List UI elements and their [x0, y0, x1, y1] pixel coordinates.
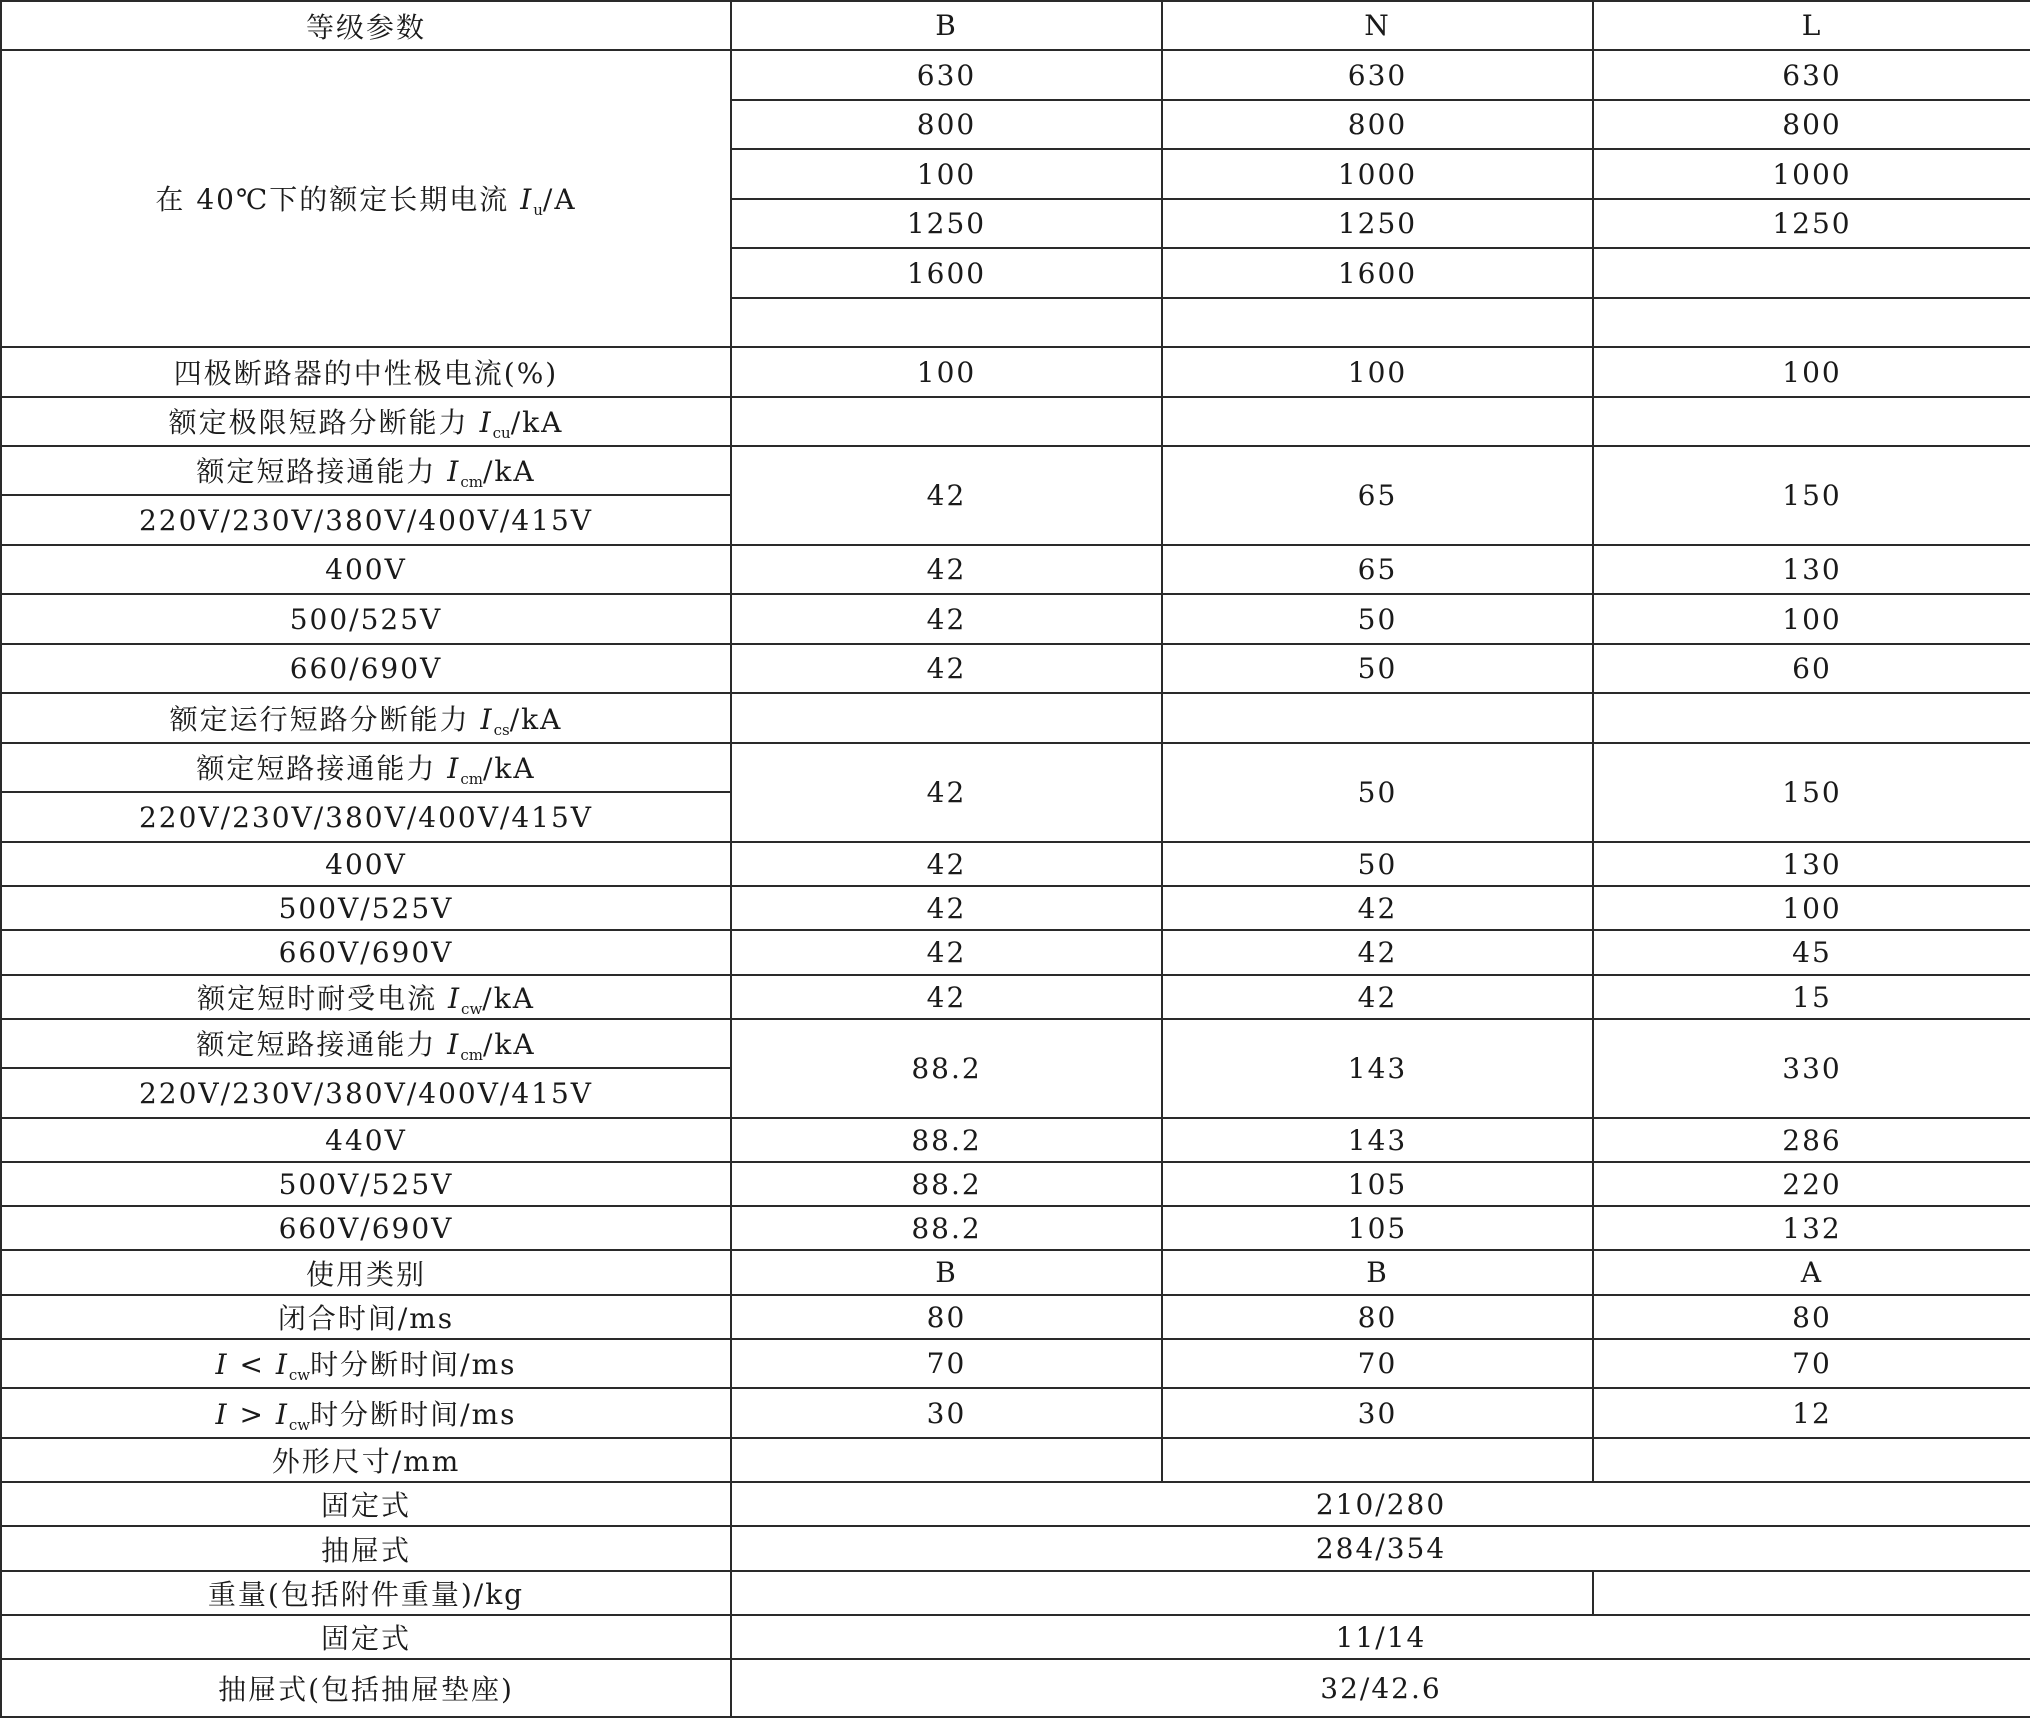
icu-row-label: 660/690V	[1, 644, 731, 693]
weight-fixed-label: 固定式	[1, 1615, 731, 1659]
iu-n-3: 1000	[1162, 149, 1593, 199]
break-lt-n: 70	[1162, 1339, 1593, 1388]
iu-n-4: 1250	[1162, 199, 1593, 248]
weight-label: 重量(包括附件重量)/kg	[1, 1571, 731, 1615]
icw-b: 42	[731, 975, 1162, 1019]
icu-row-label: 400V	[1, 545, 731, 594]
header-n: N	[1162, 1, 1593, 50]
icu-row	[1, 644, 2030, 693]
icu-b-empty	[731, 397, 1162, 446]
icu-row-n: 50	[1162, 594, 1593, 644]
weight-l-empty	[1593, 1571, 2030, 1615]
category-b: B	[731, 1250, 1162, 1295]
icw-n: 42	[1162, 975, 1593, 1019]
icu-label: 额定极限短路分断能力 $I_{cu}/kA$	[1, 397, 731, 446]
icm2-row-label: 660V/690V	[1, 1206, 731, 1250]
icu-row-n: 65	[1162, 545, 1593, 594]
ics-row-label: 400V	[1, 842, 731, 886]
icu-l-empty	[1593, 397, 2030, 446]
iu-b-1: 630	[731, 50, 1162, 100]
icu-row-b: 42	[731, 644, 1162, 693]
ics-volt-label: 220V/230V/380V/400V/415V	[1, 792, 731, 842]
ics-row-l: 45	[1593, 930, 2030, 975]
ics-n-empty	[1162, 693, 1593, 743]
neutral-b: 100	[731, 347, 1162, 397]
closing-b: 80	[731, 1295, 1162, 1339]
ics-row	[1, 693, 2030, 743]
icw-l: 15	[1593, 975, 2030, 1019]
ics-row	[1, 842, 2030, 886]
weight-bn-empty	[731, 1571, 1593, 1615]
icm2-row-l: 220	[1593, 1162, 2030, 1206]
icm2-row-l: 132	[1593, 1206, 2030, 1250]
dims-fixed-row	[1, 1482, 2030, 1526]
icm2-row	[1, 1206, 2030, 1250]
icm2-row	[1, 1162, 2030, 1206]
ics-row	[1, 930, 2030, 975]
category-row	[1, 1250, 2030, 1295]
dims-n-empty	[1162, 1438, 1593, 1482]
dims-l-empty	[1593, 1438, 2030, 1482]
icm2-row-n: 143	[1162, 1118, 1593, 1162]
ics-l-empty	[1593, 693, 2030, 743]
iu-l-5	[1593, 248, 2030, 298]
neutral-label: 四极断路器的中性极电流(%)	[1, 347, 731, 397]
weight-fixed-value: 11/14	[731, 1615, 2030, 1659]
icu-row-b: 42	[731, 545, 1162, 594]
weight-row	[1, 1571, 2030, 1615]
iu-b-4: 1250	[731, 199, 1162, 248]
ics-row-n: 50	[1162, 842, 1593, 886]
ics-row	[1, 886, 2030, 930]
weight-drawer-label: 抽屉式(包括抽屉垫座)	[1, 1659, 731, 1717]
iu-n-2: 800	[1162, 100, 1593, 149]
icu-volt-b: 42	[731, 446, 1162, 545]
ics-row-b: 42	[731, 842, 1162, 886]
iu-l-4: 1250	[1593, 199, 2030, 248]
header-l: L	[1593, 1, 2030, 50]
dims-row	[1, 1438, 2030, 1482]
icu-row-l: 60	[1593, 644, 2030, 693]
closing-row	[1, 1295, 2030, 1339]
icu-row	[1, 594, 2030, 644]
header-b: B	[731, 1, 1162, 50]
icm2-volt-label: 220V/230V/380V/400V/415V	[1, 1068, 731, 1118]
iu-b-5: 1600	[731, 248, 1162, 298]
iu-l-2: 800	[1593, 100, 2030, 149]
iu-n-1: 630	[1162, 50, 1593, 100]
iu-b-3: 100	[731, 149, 1162, 199]
icm2-row-label: 500V/525V	[1, 1162, 731, 1206]
dims-label: 外形尺寸/mm	[1, 1438, 731, 1482]
icm2-label: 额定短路接通能力 $I_{cm}/kA$	[1, 1019, 731, 1068]
icu-icm-label: 额定短路接通能力 $I_{cm}/kA$	[1, 446, 731, 495]
header-row	[1, 1, 2030, 50]
icm2-volt-l: 330	[1593, 1019, 2030, 1118]
break-gt-n: 30	[1162, 1388, 1593, 1438]
header-param: 等级参数	[1, 1, 731, 50]
break-gt-row	[1, 1388, 2030, 1438]
ics-icm-row	[1, 743, 2030, 792]
break-gt-l: 12	[1593, 1388, 2030, 1438]
icm2-row-label: 440V	[1, 1118, 731, 1162]
category-l: A	[1593, 1250, 2030, 1295]
icu-row-n: 50	[1162, 644, 1593, 693]
iu-b-6	[731, 298, 1162, 347]
ics-row-l: 100	[1593, 886, 2030, 930]
icu-icm-row	[1, 446, 2030, 495]
dims-drawer-row	[1, 1526, 2030, 1571]
icu-row-l: 130	[1593, 545, 2030, 594]
weight-fixed-row	[1, 1615, 2030, 1659]
icu-row	[1, 545, 2030, 594]
ics-label: 额定运行短路分断能力 $I_{cs}/kA$	[1, 693, 731, 743]
break-gt-label: $I > I_{cw}$时分断时间/ms	[1, 1388, 731, 1438]
break-gt-b: 30	[731, 1388, 1162, 1438]
neutral-row	[1, 347, 2030, 397]
ics-row-label: 660V/690V	[1, 930, 731, 975]
ics-volt-n: 50	[1162, 743, 1593, 842]
iu-l-6	[1593, 298, 2030, 347]
closing-l: 80	[1593, 1295, 2030, 1339]
ics-row-b: 42	[731, 930, 1162, 975]
dims-drawer-label: 抽屉式	[1, 1526, 731, 1571]
ics-row-n: 42	[1162, 930, 1593, 975]
break-lt-label: $I < I_{cw}$时分断时间/ms	[1, 1339, 731, 1388]
ics-row-label: 500V/525V	[1, 886, 731, 930]
dims-b-empty	[731, 1438, 1162, 1482]
neutral-n: 100	[1162, 347, 1593, 397]
icu-row-l: 100	[1593, 594, 2030, 644]
closing-n: 80	[1162, 1295, 1593, 1339]
ics-row-b: 42	[731, 886, 1162, 930]
icm2-row-b: 88.2	[731, 1206, 1162, 1250]
break-lt-b: 70	[731, 1339, 1162, 1388]
icu-n-empty	[1162, 397, 1593, 446]
iu-label: 在 40℃下的额定长期电流 $I_u/A$	[1, 50, 731, 347]
iu-n-6	[1162, 298, 1593, 347]
icm2-row-n: 105	[1162, 1162, 1593, 1206]
weight-drawer-value: 32/42.6	[731, 1659, 2030, 1717]
icu-row	[1, 397, 2030, 446]
icu-row-label: 500/525V	[1, 594, 731, 644]
iu-n-5: 1600	[1162, 248, 1593, 298]
icm2-row-l: 286	[1593, 1118, 2030, 1162]
ics-volt-b: 42	[731, 743, 1162, 842]
category-label: 使用类别	[1, 1250, 731, 1295]
break-lt-row	[1, 1339, 2030, 1388]
icm2-volt-b: 88.2	[731, 1019, 1162, 1118]
iu-l-3: 1000	[1593, 149, 2030, 199]
closing-label: 闭合时间/ms	[1, 1295, 731, 1339]
category-n: B	[1162, 1250, 1593, 1295]
dims-fixed-label: 固定式	[1, 1482, 731, 1526]
icm2-row-b: 88.2	[731, 1162, 1162, 1206]
weight-drawer-row	[1, 1659, 2030, 1717]
neutral-l: 100	[1593, 347, 2030, 397]
icw-label: 额定短时耐受电流 $I_{cw}/kA$	[1, 975, 731, 1019]
break-lt-l: 70	[1593, 1339, 2030, 1388]
icu-volt-l: 150	[1593, 446, 2030, 545]
iu-row	[1, 50, 2030, 100]
ics-b-empty	[731, 693, 1162, 743]
ics-icm-label: 额定短路接通能力 $I_{cm}/kA$	[1, 743, 731, 792]
iu-b-2: 800	[731, 100, 1162, 149]
icm2-row	[1, 1019, 2030, 1068]
icu-row-b: 42	[731, 594, 1162, 644]
ics-volt-l: 150	[1593, 743, 2030, 842]
dims-drawer-value: 284/354	[731, 1526, 2030, 1571]
iu-l-1: 630	[1593, 50, 2030, 100]
ics-row-l: 130	[1593, 842, 2030, 886]
ics-row-n: 42	[1162, 886, 1593, 930]
icm2-volt-n: 143	[1162, 1019, 1593, 1118]
icm2-row-b: 88.2	[731, 1118, 1162, 1162]
icu-volt-n: 65	[1162, 446, 1593, 545]
icm2-row-n: 105	[1162, 1206, 1593, 1250]
icw-row	[1, 975, 2030, 1019]
dims-fixed-value: 210/280	[731, 1482, 2030, 1526]
icu-volt-label: 220V/230V/380V/400V/415V	[1, 495, 731, 545]
icm2-row	[1, 1118, 2030, 1162]
